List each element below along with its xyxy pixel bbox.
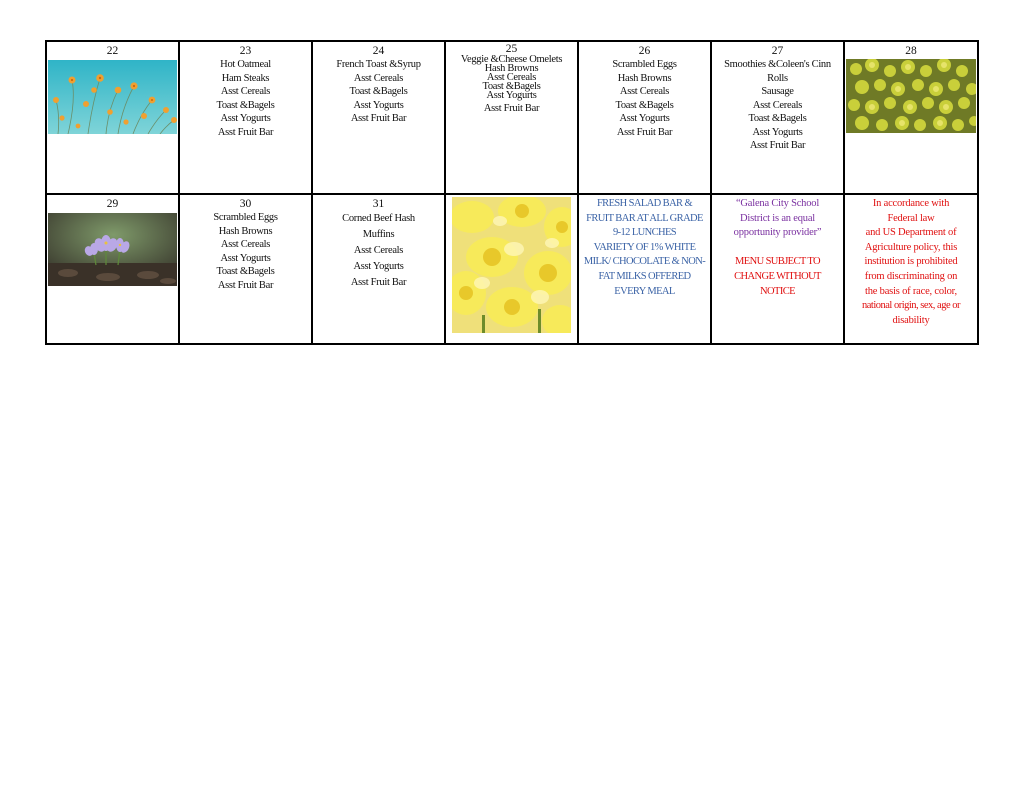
menu-item: Asst Fruit Bar xyxy=(749,140,806,151)
day-number: 26 xyxy=(638,45,651,57)
note-line: VARIETY OF 1% WHITE xyxy=(593,241,696,253)
day-number: 31 xyxy=(372,198,385,210)
note-line: EVERY MEAL xyxy=(614,285,675,297)
day-cell-30 xyxy=(180,195,313,343)
note-line: national origin, sex, age or xyxy=(862,300,960,312)
menu-item: Corned Beef Hash xyxy=(342,213,415,224)
menu-item: Asst Fruit Bar xyxy=(350,113,407,124)
menu-item: Smoothies &Coleen's Cinn xyxy=(724,59,831,70)
nondiscrimination-statement xyxy=(845,195,977,328)
day-cell-26 xyxy=(579,42,712,195)
menu-item: Asst Cereals xyxy=(752,99,803,111)
menu-item: Muffins xyxy=(362,229,395,240)
menu-item: Asst Fruit Bar xyxy=(217,279,274,291)
menu-item: Hash Browns xyxy=(218,225,273,237)
note-line: 9-12 LUNCHES xyxy=(612,227,677,239)
day-number: 23 xyxy=(239,45,252,57)
menu-calendar xyxy=(45,40,979,345)
day-cell-27 xyxy=(712,42,845,195)
note-line: NOTICE xyxy=(760,285,795,297)
note-line: FRESH SALAD BAR & xyxy=(596,198,693,209)
salad-bar-note xyxy=(579,195,710,299)
menu-item: Asst Fruit Bar xyxy=(616,126,673,138)
equal-opportunity-cell xyxy=(712,195,845,343)
note-line: from discriminating on xyxy=(864,270,958,282)
menu-item: Asst Fruit Bar xyxy=(217,126,274,138)
menu-item: Asst Yogurts xyxy=(353,261,404,272)
menu-item: Asst Fruit Bar xyxy=(350,277,407,288)
menu-item: Sausage xyxy=(761,86,794,97)
day-cell-28 xyxy=(845,42,977,195)
note-line: Agriculture policy, this xyxy=(864,241,958,253)
note-line: disability xyxy=(892,314,930,326)
menu-item: Asst Yogurts xyxy=(752,126,803,138)
menu-item: Toast &Bagels xyxy=(216,266,275,277)
day-number: 25 xyxy=(505,43,518,55)
note-line: District is an equal xyxy=(739,212,816,224)
note-line: Federal law xyxy=(887,212,935,224)
day-cell-25 xyxy=(446,42,579,195)
day-number: 27 xyxy=(771,45,784,57)
note-line: FRUIT BAR AT ALL GRADE xyxy=(586,212,703,224)
menu-item: French Toast &Syrup xyxy=(336,59,421,70)
menu-item: Asst Cereals xyxy=(353,72,404,84)
note-line: MILK/ CHOCOLATE & NON- xyxy=(583,256,706,268)
menu-item: Rolls xyxy=(767,72,788,84)
menu-item: Toast &Bagels xyxy=(482,81,541,92)
day-cell-24 xyxy=(313,42,446,195)
menu-item: Toast &Bagels xyxy=(615,99,674,111)
day-cell-22 xyxy=(47,42,180,195)
day-cell-29 xyxy=(47,195,180,343)
menu-item: Scrambled Eggs xyxy=(213,212,278,223)
menu-item: Asst Yogurts xyxy=(619,113,670,124)
menu-item: Veggie &Cheese Omelets xyxy=(460,54,563,65)
daffodil-cell xyxy=(446,195,579,343)
menu-item: Asst Cereals xyxy=(619,86,670,97)
day-cell-23 xyxy=(180,42,313,195)
note-line: CHANGE WITHOUT xyxy=(734,270,821,282)
notice-block xyxy=(712,195,843,299)
menu-item: Asst Yogurts xyxy=(486,90,537,101)
menu-item: Hot Oatmeal xyxy=(220,59,271,70)
note-line: and US Department of xyxy=(865,227,957,239)
menu-item: Asst Cereals xyxy=(220,239,271,250)
yellow-blossoms-photo xyxy=(846,59,976,133)
note-line: the basis of race, color, xyxy=(865,285,957,297)
menu-item: Hash Browns xyxy=(484,63,539,74)
salad-bar-note-cell xyxy=(579,195,712,343)
menu-item: Hash Browns xyxy=(617,72,672,84)
note-line: MENU SUBJECT TO xyxy=(735,256,820,268)
day-number: 29 xyxy=(106,198,119,210)
day-number: 30 xyxy=(239,198,252,210)
note-line: In accordance with xyxy=(872,198,950,209)
menu-item: Asst Yogurts xyxy=(220,113,271,124)
menu-item: Asst Cereals xyxy=(486,72,537,83)
day-number: 24 xyxy=(372,45,385,57)
menu-item: Asst Yogurts xyxy=(220,252,271,264)
note-line: opportunity provider” xyxy=(733,227,822,239)
menu-item: Ham Steaks xyxy=(221,72,270,84)
menu-item: Toast &Bagels xyxy=(216,99,275,111)
menu-item: Asst Yogurts xyxy=(353,99,404,111)
note-line: FAT MILKS OFFERED xyxy=(598,270,691,282)
menu-item: Toast &Bagels xyxy=(748,113,807,124)
nondiscrimination-cell xyxy=(845,195,977,343)
note-line: institution is prohibited xyxy=(864,256,958,268)
menu-item: Scrambled Eggs xyxy=(612,59,677,70)
menu-item: Asst Fruit Bar xyxy=(483,103,540,114)
flowers-sky-photo xyxy=(48,60,177,134)
day-number: 22 xyxy=(106,45,119,57)
menu-item: Asst Cereals xyxy=(353,245,404,256)
note-line: “Galena City School xyxy=(735,198,820,209)
daffodils-photo xyxy=(452,197,571,333)
menu-item: Toast &Bagels xyxy=(349,86,408,97)
crocus-photo xyxy=(48,213,177,286)
menu-item: Asst Cereals xyxy=(220,86,271,97)
day-number: 28 xyxy=(905,45,917,57)
day-cell-31 xyxy=(313,195,446,343)
